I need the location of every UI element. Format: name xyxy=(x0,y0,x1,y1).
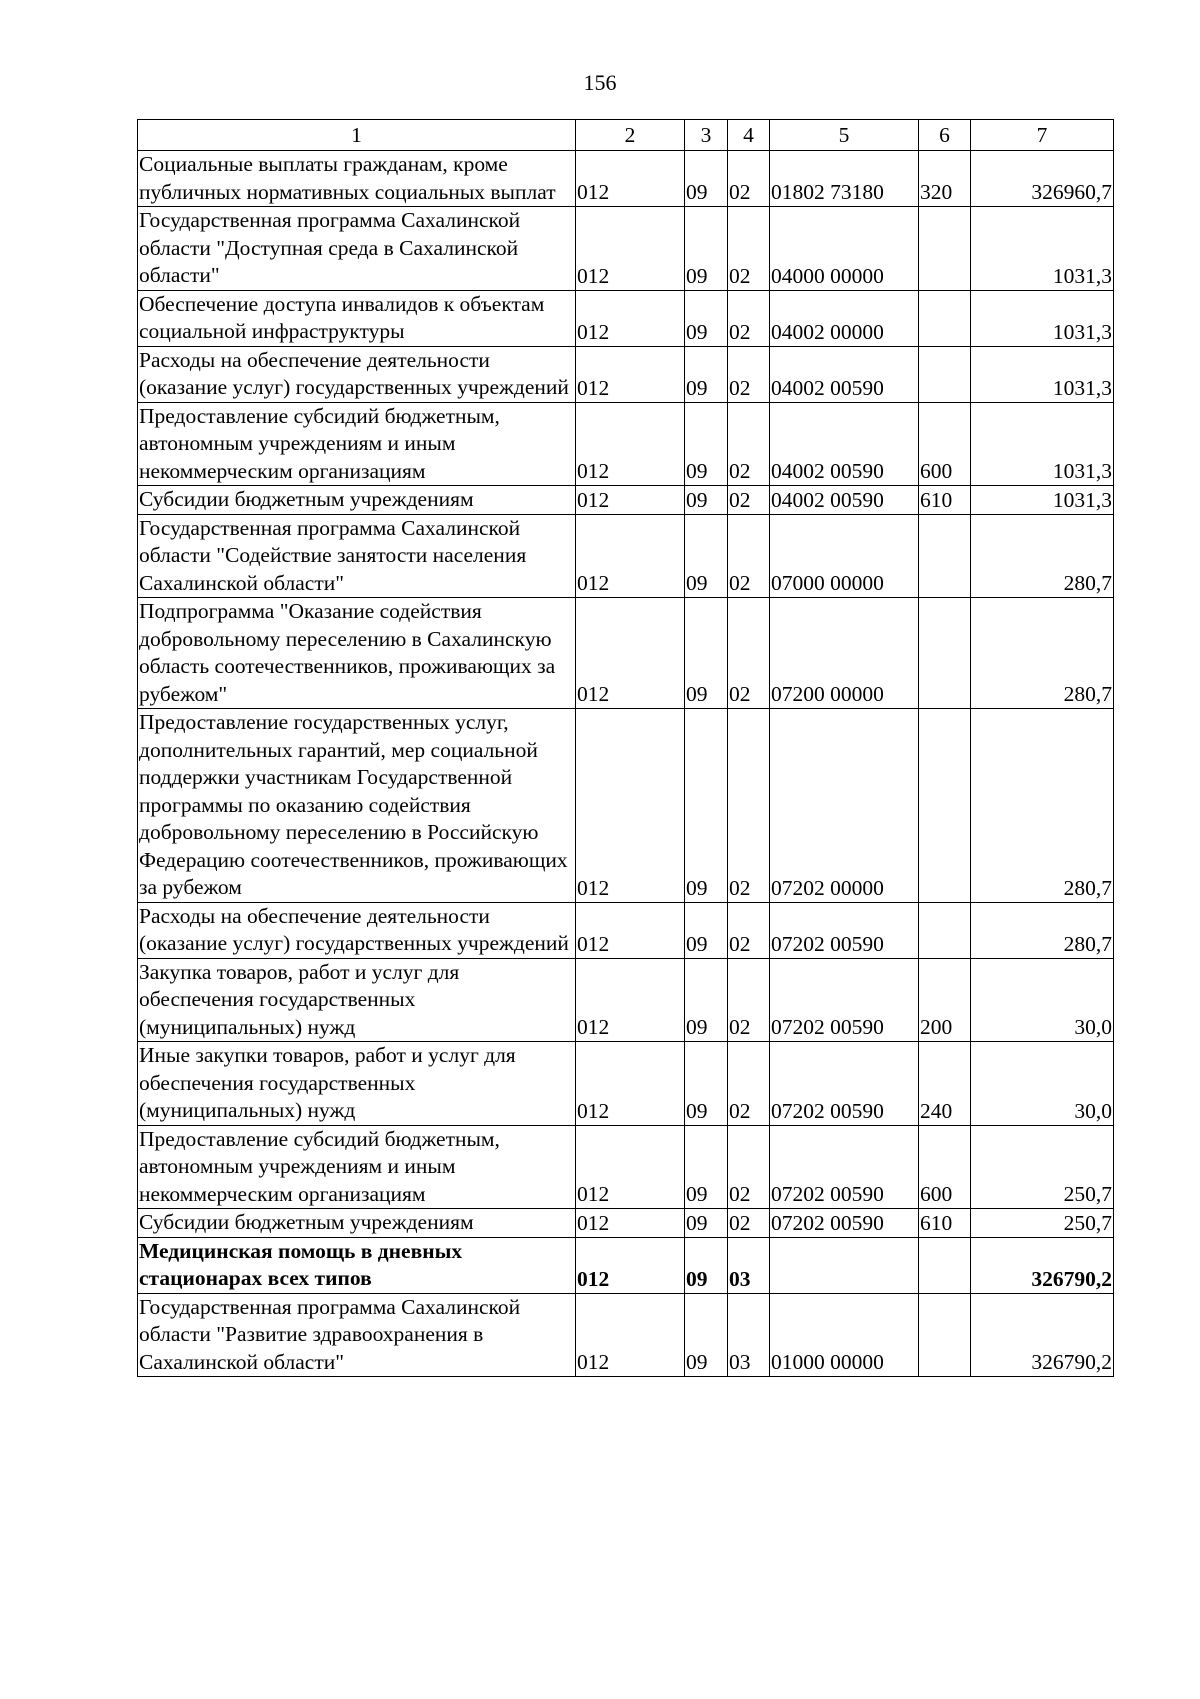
section-code-cell: 09 xyxy=(685,290,728,346)
amount-cell: 326790,2 xyxy=(971,1237,1114,1293)
table-row xyxy=(138,598,1114,709)
column-header-5: 5 xyxy=(770,120,919,151)
ministry-code-cell: 012 xyxy=(576,1209,685,1238)
row-name-cell: Государственная программа Сахалинской области "Доступная среда в Сахалинской области" xyxy=(138,207,576,291)
page-number: 156 xyxy=(583,70,617,95)
expense-type-cell: 610 xyxy=(919,486,971,515)
target-article-cell: 07202 00590 xyxy=(770,1209,919,1238)
target-article-cell xyxy=(770,1237,919,1293)
subsection-code-cell: 02 xyxy=(728,402,770,486)
ministry-code-cell: 012 xyxy=(576,207,685,291)
table-row xyxy=(138,902,1114,958)
target-article-cell: 07202 00590 xyxy=(770,1042,919,1126)
table-row xyxy=(138,346,1114,402)
table-row xyxy=(138,514,1114,598)
subsection-code-cell: 02 xyxy=(728,346,770,402)
section-code-cell: 09 xyxy=(685,207,728,291)
ministry-code-cell: 012 xyxy=(576,151,685,207)
row-name-cell: Субсидии бюджетным учреждениям xyxy=(138,1209,576,1238)
expense-type-cell xyxy=(919,902,971,958)
row-name-cell: Субсидии бюджетным учреждениям xyxy=(138,486,576,515)
section-code-cell: 09 xyxy=(685,486,728,515)
table-row xyxy=(138,709,1114,903)
expense-type-cell: 600 xyxy=(919,402,971,486)
section-code-cell: 09 xyxy=(685,1293,728,1377)
target-article-cell: 04002 00590 xyxy=(770,486,919,515)
column-header-7: 7 xyxy=(971,120,1114,151)
expense-type-cell xyxy=(919,290,971,346)
amount-cell: 280,7 xyxy=(971,709,1114,903)
ministry-code-cell: 012 xyxy=(576,514,685,598)
subsection-code-cell: 02 xyxy=(728,598,770,709)
section-code-cell: 09 xyxy=(685,902,728,958)
section-code-cell: 09 xyxy=(685,151,728,207)
expense-type-cell: 200 xyxy=(919,958,971,1042)
expense-type-cell xyxy=(919,207,971,291)
row-name-cell: Социальные выплаты гражданам, кроме публичных нормативных социальных выплат xyxy=(138,151,576,207)
subsection-code-cell: 02 xyxy=(728,486,770,515)
table-header-row xyxy=(138,120,1114,151)
row-name-cell: Закупка товаров, работ и услуг для обеспечения государственных (муниципальных) нужд xyxy=(138,958,576,1042)
row-name-cell: Предоставление государственных услуг, дополнительных гарантий, мер социальной поддержки участникам Государственной программы по оказанию содействия добровольному переселению в Российскую Федерацию соотечественников, проживающих за рубежом xyxy=(138,709,576,903)
table-row xyxy=(138,402,1114,486)
ministry-code-cell: 012 xyxy=(576,1293,685,1377)
table-row xyxy=(138,290,1114,346)
row-name-cell: Подпрограмма "Оказание содействия добровольному переселению в Сахалинскую область соотечественников, проживающих за рубежом" xyxy=(138,598,576,709)
target-article-cell: 07200 00000 xyxy=(770,598,919,709)
amount-cell: 30,0 xyxy=(971,1042,1114,1126)
expense-type-cell xyxy=(919,1293,971,1377)
amount-cell: 280,7 xyxy=(971,514,1114,598)
subsection-code-cell: 02 xyxy=(728,151,770,207)
row-name-cell: Медицинская помощь в дневных стационарах всех типов xyxy=(138,1237,576,1293)
table-row xyxy=(138,151,1114,207)
table-row xyxy=(138,1125,1114,1209)
row-name-cell: Обеспечение доступа инвалидов к объектам социальной инфраструктуры xyxy=(138,290,576,346)
target-article-cell: 04000 00000 xyxy=(770,207,919,291)
amount-cell: 326790,2 xyxy=(971,1293,1114,1377)
expense-type-cell: 240 xyxy=(919,1042,971,1126)
expense-type-cell xyxy=(919,346,971,402)
expense-type-cell xyxy=(919,514,971,598)
section-code-cell: 09 xyxy=(685,958,728,1042)
target-article-cell: 01000 00000 xyxy=(770,1293,919,1377)
table-row xyxy=(138,1293,1114,1377)
target-article-cell: 07202 00000 xyxy=(770,709,919,903)
target-article-cell: 04002 00590 xyxy=(770,402,919,486)
row-name-cell: Расходы на обеспечение деятельности (оказание услуг) государственных учреждений xyxy=(138,346,576,402)
target-article-cell: 07202 00590 xyxy=(770,958,919,1042)
row-name-cell: Государственная программа Сахалинской области "Развитие здравоохранения в Сахалинской области" xyxy=(138,1293,576,1377)
ministry-code-cell: 012 xyxy=(576,1125,685,1209)
subsection-code-cell: 02 xyxy=(728,290,770,346)
column-header-4: 4 xyxy=(728,120,770,151)
amount-cell: 326960,7 xyxy=(971,151,1114,207)
section-code-cell: 09 xyxy=(685,1209,728,1238)
ministry-code-cell: 012 xyxy=(576,1237,685,1293)
subsection-code-cell: 03 xyxy=(728,1237,770,1293)
expense-type-cell: 610 xyxy=(919,1209,971,1238)
subsection-code-cell: 02 xyxy=(728,514,770,598)
ministry-code-cell: 012 xyxy=(576,902,685,958)
expense-type-cell xyxy=(919,1237,971,1293)
subsection-code-cell: 02 xyxy=(728,902,770,958)
expense-type-cell: 320 xyxy=(919,151,971,207)
budget-table xyxy=(137,119,1114,1377)
amount-cell: 30,0 xyxy=(971,958,1114,1042)
ministry-code-cell: 012 xyxy=(576,486,685,515)
amount-cell: 1031,3 xyxy=(971,402,1114,486)
amount-cell: 250,7 xyxy=(971,1209,1114,1238)
section-code-cell: 09 xyxy=(685,514,728,598)
table-row xyxy=(138,486,1114,515)
row-name-cell: Расходы на обеспечение деятельности (оказание услуг) государственных учреждений xyxy=(138,902,576,958)
target-article-cell: 04002 00590 xyxy=(770,346,919,402)
subsection-code-cell: 02 xyxy=(728,1042,770,1126)
target-article-cell: 01802 73180 xyxy=(770,151,919,207)
amount-cell: 1031,3 xyxy=(971,346,1114,402)
table-row xyxy=(138,1209,1114,1238)
expense-type-cell xyxy=(919,598,971,709)
subsection-code-cell: 03 xyxy=(728,1293,770,1377)
column-header-3: 3 xyxy=(685,120,728,151)
section-code-cell: 09 xyxy=(685,598,728,709)
section-code-cell: 09 xyxy=(685,1042,728,1126)
amount-cell: 280,7 xyxy=(971,598,1114,709)
ministry-code-cell: 012 xyxy=(576,290,685,346)
section-code-cell: 09 xyxy=(685,346,728,402)
ministry-code-cell: 012 xyxy=(576,346,685,402)
column-header-1: 1 xyxy=(138,120,576,151)
ministry-code-cell: 012 xyxy=(576,598,685,709)
subsection-code-cell: 02 xyxy=(728,207,770,291)
row-name-cell: Предоставление субсидий бюджетным, автономным учреждениям и иным некоммерческим организациям xyxy=(138,402,576,486)
target-article-cell: 07000 00000 xyxy=(770,514,919,598)
expense-type-cell xyxy=(919,709,971,903)
table-row xyxy=(138,1237,1114,1293)
target-article-cell: 04002 00000 xyxy=(770,290,919,346)
table-row xyxy=(138,958,1114,1042)
section-code-cell: 09 xyxy=(685,1237,728,1293)
amount-cell: 1031,3 xyxy=(971,486,1114,515)
subsection-code-cell: 02 xyxy=(728,709,770,903)
subsection-code-cell: 02 xyxy=(728,1125,770,1209)
section-code-cell: 09 xyxy=(685,402,728,486)
ministry-code-cell: 012 xyxy=(576,958,685,1042)
row-name-cell: Предоставление субсидий бюджетным, автономным учреждениям и иным некоммерческим организациям xyxy=(138,1125,576,1209)
ministry-code-cell: 012 xyxy=(576,1042,685,1126)
amount-cell: 1031,3 xyxy=(971,207,1114,291)
row-name-cell: Государственная программа Сахалинской области "Содействие занятости населения Сахалинской области" xyxy=(138,514,576,598)
target-article-cell: 07202 00590 xyxy=(770,1125,919,1209)
target-article-cell: 07202 00590 xyxy=(770,902,919,958)
row-name-cell: Иные закупки товаров, работ и услуг для обеспечения государственных (муниципальных) нужд xyxy=(138,1042,576,1126)
section-code-cell: 09 xyxy=(685,1125,728,1209)
subsection-code-cell: 02 xyxy=(728,958,770,1042)
amount-cell: 1031,3 xyxy=(971,290,1114,346)
table-row xyxy=(138,207,1114,291)
column-header-6: 6 xyxy=(919,120,971,151)
expense-type-cell: 600 xyxy=(919,1125,971,1209)
amount-cell: 250,7 xyxy=(971,1125,1114,1209)
amount-cell: 280,7 xyxy=(971,902,1114,958)
column-header-2: 2 xyxy=(576,120,685,151)
section-code-cell: 09 xyxy=(685,709,728,903)
ministry-code-cell: 012 xyxy=(576,402,685,486)
ministry-code-cell: 012 xyxy=(576,709,685,903)
table-row xyxy=(138,1042,1114,1126)
subsection-code-cell: 02 xyxy=(728,1209,770,1238)
